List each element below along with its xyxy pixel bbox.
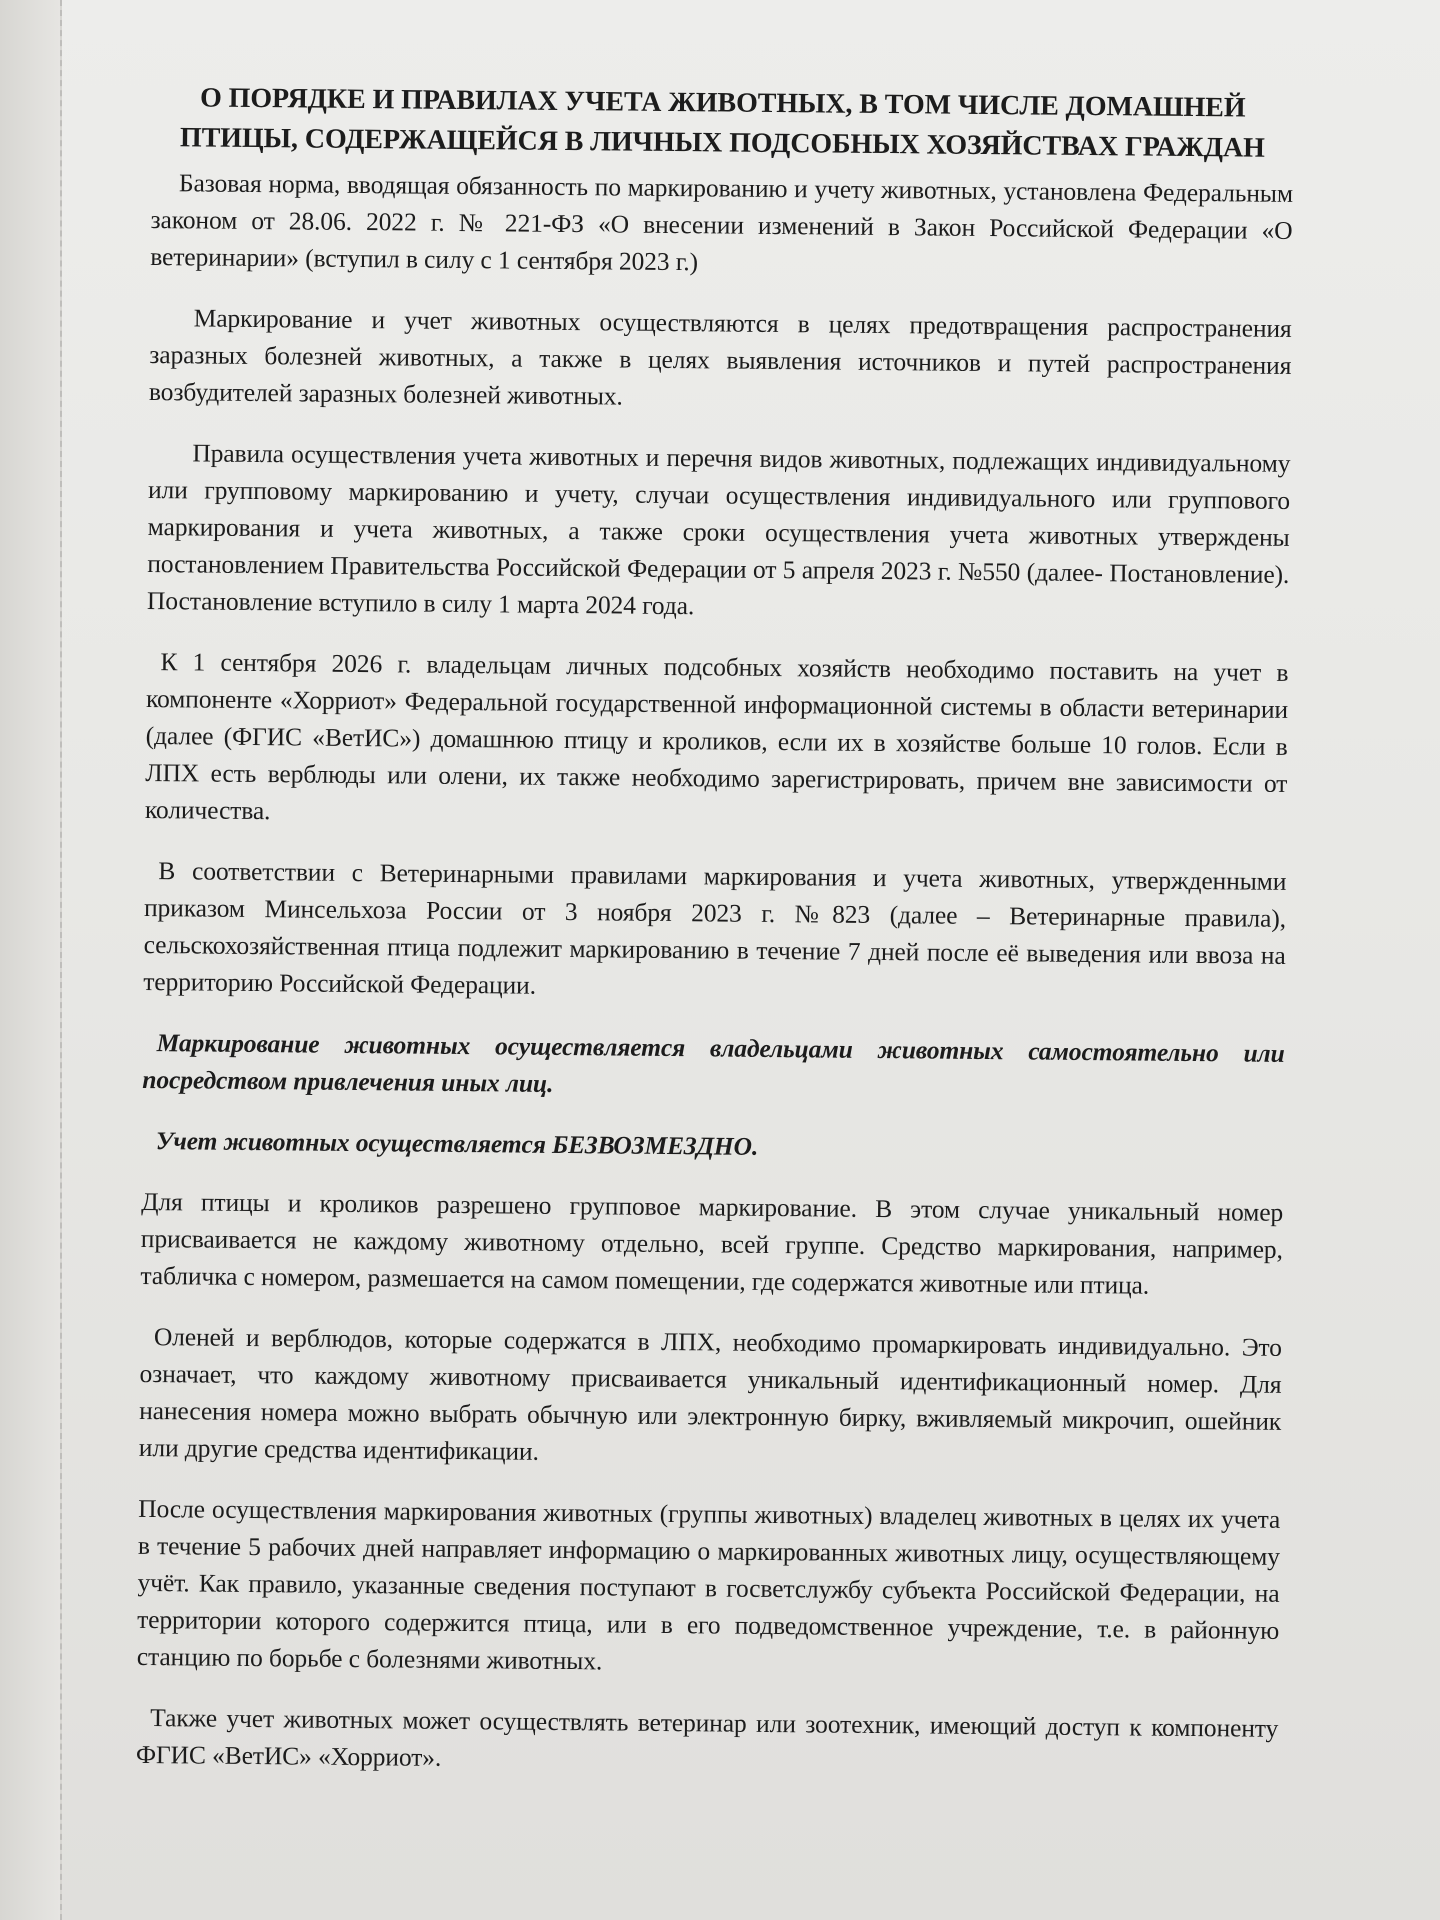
paragraph-7-emphasis: Учет животных осуществляется БЕЗВОЗМЕЗДНО. bbox=[155, 1126, 759, 1161]
paragraph-2: Маркирование и учет животных осуществляются в целях предотвращения распространения заразных болезней животных, а также в целях выявления источников и путей распространения возбудителей заразных болезней животных. bbox=[148, 303, 1292, 411]
paragraph-8: Для птицы и кроликов разрешено групповое маркирование. В этом случае уникальный номер присваивается не каждому животному отдельно, всей группе. Средство маркирования, например, табличка с номером, размешается на самом помещении, где содержатся животные или птица. bbox=[140, 1186, 1284, 1300]
document-body bbox=[135, 78, 1293, 1808]
paragraph-11: Также учет животных может осуществлять ветеринар или зоотехник, имеющий доступ к компоненту ФГИС «ВетИС» «Хорриот». bbox=[135, 1703, 1279, 1772]
paragraph-5: В соответствии с Ветеринарными правилами маркирования и учета животных, утвержденными приказом Минсельхоза России от 3 ноября 2023 г. №823 (далее – Ветеринарные правила), сельскохозяйственная птица подлежит маркированию в течение 7 дней после её выведения или ввоза на территорию Российской Федерации. bbox=[143, 856, 1287, 1000]
document-title: О ПОРЯДКЕ И ПРАВИЛАХ УЧЕТА ЖИВОТНЫХ, В ТОМ ЧИСЛЕ ДОМАШНЕЙ ПТИЦЫ, СОДЕРЖАЩЕЙСЯ В ЛИЧНЫХ ПОДСОБНЫХ ХОЗЯЙСТВАХ ГРАЖДАН bbox=[179, 82, 1265, 164]
paragraph-3: Правила осуществления учета животных и перечня видов животных, подлежащих индивидуальному или групповому маркированию и учету, случаи осуществления индивидуального или группового маркирования и учета животных, а также сроки осуществления учета животных утверждены постановлением Правительства Российской Федерации от 5 апреля 2023 г. №550 (далее- Постановление). Постановление вступило в силу 1 марта 2024 года. bbox=[146, 438, 1291, 621]
paragraph-9: Оленей и верблюдов, которые содержатся в ЛПХ, необходимо промаркировать индивидуально. Это означает, что каждому животному присваивается уникальный идентификационный номер. Для нанесения номера можно выбрать обычную или электронную бирку, вживляемый микрочип, ошейник или другие средства идентификации. bbox=[138, 1322, 1283, 1466]
paragraph-10: После осуществления маркирования животных (группы животных) владелец животных в целях их учета в течение 5 рабочих дней направляет информацию о маркированных животных лицу, осуществляющему учёт. Как правило, указанные сведения поступают в госветслужбу субъекта Российской Федерации, на территории которого содержится птица, или в его подведомственное учреждение, т.е. в районную станцию по борьбе с болезнями животных. bbox=[136, 1493, 1281, 1676]
paragraph-1: Базовая норма, вводящая обязанность по маркированию и учету животных, установлена Федеральным законом от 28.06. 2022 г. № 221-ФЗ «О внесении изменений в Закон Российской Федерации «О ветеринарии» (вступил в силу с 1 сентября 2023 г.) bbox=[150, 168, 1294, 277]
paragraph-4: К 1 сентября 2026 г. владельцам личных подсобных хозяйств необходимо поставить на учет в компоненте «Хорриот» Федеральной государственной информационной системы в области ветеринарии (далее (ФГИС «ВетИС») домашнюю птицу и кроликов, если их в хозяйстве больше 10 голов. Если в ЛПХ есть верблюды или олени, их также необходимо зарегистрировать, причем вне зависимости от количества. bbox=[144, 647, 1289, 826]
page-edge bbox=[0, 0, 62, 1920]
paragraph-6-emphasis: Маркирование животных осуществляется владельцами животных самостоятельно или посредством привлечения иных лиц. bbox=[142, 1028, 1285, 1098]
